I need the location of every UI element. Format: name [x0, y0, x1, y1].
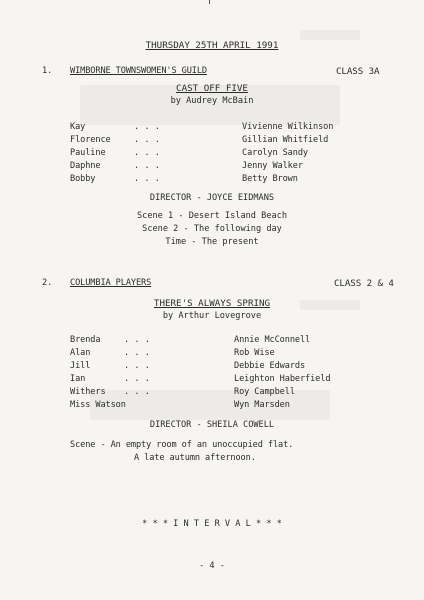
fold-mark	[209, 0, 210, 4]
cast-role: Jill	[70, 361, 91, 371]
dot-leader: . . .	[124, 387, 150, 397]
date-heading: THURSDAY 25TH APRIL 1991	[145, 40, 279, 51]
play-author: by Audrey McBain	[170, 96, 254, 106]
cast-role: Brenda	[70, 335, 101, 345]
interval-banner: * * * I N T E R V A L * * *	[142, 519, 282, 529]
cast-actor: Jenny Walker	[242, 161, 303, 171]
cast-actor: Rob Wise	[234, 348, 275, 358]
director-line: DIRECTOR - JOYCE EIDMANS	[149, 193, 275, 203]
entry-number: 2.	[42, 278, 53, 288]
cast-role: Florence	[70, 135, 111, 145]
scene-note: Scene 1 - Desert Island Beach	[136, 211, 288, 221]
cast-actor: Carolyn Sandy	[242, 148, 308, 158]
company-name: WIMBORNE TOWNSWOMEN'S GUILD	[70, 66, 207, 76]
cast-role: Ian	[70, 374, 86, 384]
class-label: CLASS 3A	[336, 66, 380, 77]
cast-role: Bobby	[70, 174, 96, 184]
scene-note: A late autumn afternoon.	[134, 453, 256, 463]
cast-role: Daphne	[70, 161, 101, 171]
cast-actor: Vivienne Wilkinson	[242, 122, 334, 132]
cast-actor: Debbie Edwards	[234, 361, 306, 371]
dot-leader: . . .	[134, 135, 160, 145]
scene-note: Scene - An empty room of an unoccupied flat.	[70, 440, 294, 450]
play-author: by Arthur Lovegrove	[162, 311, 262, 321]
dot-leader: . . .	[134, 122, 160, 132]
cast-role: Miss Watson	[70, 400, 126, 410]
entry-number: 1.	[42, 66, 53, 76]
cast-role: Withers	[70, 387, 106, 397]
scene-note: Time - The present	[165, 237, 259, 247]
company-name: COLUMBIA PLAYERS	[70, 278, 152, 288]
cast-actor: Betty Brown	[242, 174, 298, 184]
scene-note: Scene 2 - The following day	[142, 224, 282, 234]
dot-leader: . . .	[134, 161, 160, 171]
play-title: THERE'S ALWAYS SPRING	[153, 298, 271, 309]
play-title: CAST OFF FIVE	[176, 83, 248, 94]
dot-leader: . . .	[134, 174, 160, 184]
cast-actor: Roy Campbell	[234, 387, 295, 397]
cast-actor: Gillian Whitfield	[242, 135, 329, 145]
cast-role: Pauline	[70, 148, 106, 158]
director-line: DIRECTOR - SHEILA COWELL	[149, 420, 275, 430]
page-number: - 4 -	[199, 561, 225, 571]
dot-leader: . . .	[124, 361, 150, 371]
dot-leader: . . .	[124, 335, 150, 345]
cast-actor: Leighton Haberfield	[234, 374, 331, 384]
dot-leader: . . .	[124, 348, 150, 358]
cast-actor: Annie McConnell	[234, 335, 311, 345]
class-label: CLASS 2 & 4	[334, 278, 394, 289]
cast-role: Kay	[70, 122, 86, 132]
cast-role: Alan	[70, 348, 91, 358]
cast-actor: Wyn Marsden	[234, 400, 290, 410]
dot-leader: . . .	[134, 148, 160, 158]
bleed-through-mark	[300, 30, 360, 40]
dot-leader: . . .	[124, 374, 150, 384]
